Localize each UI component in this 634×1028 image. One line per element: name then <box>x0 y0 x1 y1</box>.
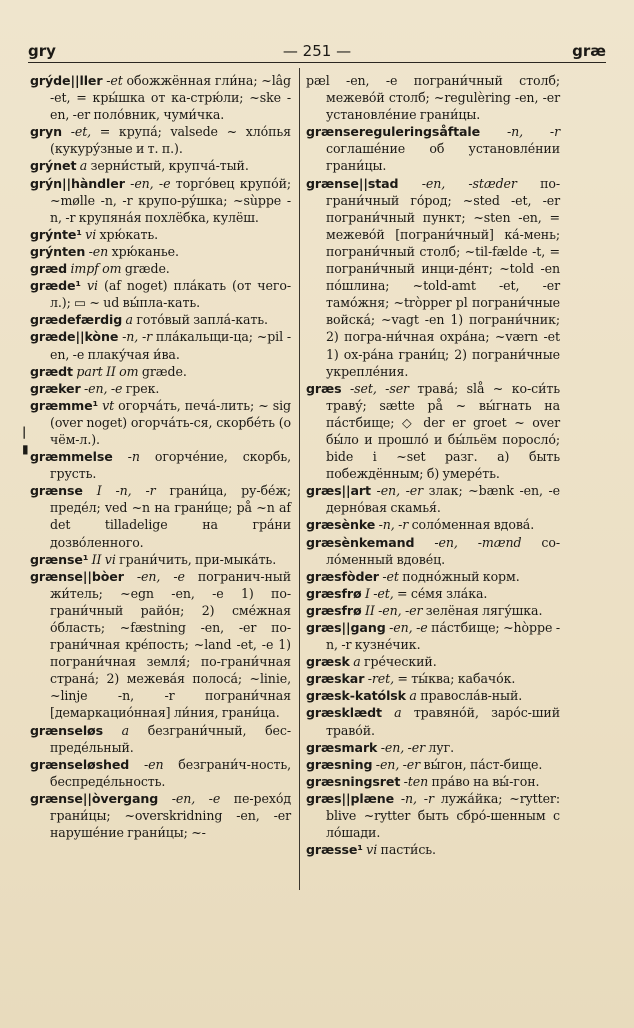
column-separator <box>299 68 300 890</box>
entry-grammar: a <box>76 158 91 174</box>
entry-headword: grýde||ller <box>30 73 103 88</box>
dictionary-entry <box>30 722 291 756</box>
header-right-guideword: græ <box>572 42 606 60</box>
dictionary-entry <box>306 72 560 123</box>
dictionary-entry <box>30 311 291 328</box>
dictionary-entry <box>30 482 291 550</box>
entry-grammar: a <box>381 705 414 721</box>
dictionary-entry <box>30 363 291 380</box>
dictionary-entry <box>306 568 560 585</box>
entry-translation: пе-рехо́д грани́цы; ~overskridning -en, -er наруше́ние грани́цы; ~- <box>50 790 291 841</box>
dictionary-entry <box>306 123 560 174</box>
entry-translation: грани́чить, при-мыка́ть. <box>119 551 277 567</box>
entry-translation: огорча́ть, печа́-лить; ~ sig (over noget) огорча́ть-ся, скорбе́ть (о чём-л.). <box>50 397 291 447</box>
entry-translation: гре́ческий. <box>364 654 437 670</box>
dictionary-entry <box>306 670 560 687</box>
entry-translation: злак; ~bænk -en, -e дерно́вая скамья́. <box>326 483 560 516</box>
entry-headword: grýnte¹ <box>30 226 82 242</box>
entry-grammar: -set, -ser <box>341 380 418 396</box>
dictionary-entry <box>30 448 291 482</box>
dictionary-entry <box>30 568 291 722</box>
entry-translation: вы́гон, па́ст-бище. <box>423 756 543 772</box>
entry-headword: gryn <box>30 124 63 140</box>
entry-grammar: a <box>405 688 421 704</box>
page-header <box>28 40 606 64</box>
entry-translation: луг. <box>428 739 455 755</box>
dictionary-entry <box>30 175 291 226</box>
margin-mark: ▮ <box>22 442 29 456</box>
dictionary-entry <box>306 841 560 858</box>
entry-grammar: vi <box>362 842 381 858</box>
dictionary-entry <box>306 653 560 670</box>
entry-translation: безграни́чный, бес-преде́льный. <box>50 722 292 755</box>
entry-headword: grænsereguleringsåftale <box>306 124 481 140</box>
entry-translation: по-грани́чный го́род; ~sted -et, -er пограни́чный пункт; ~sten -en, = межево́й [пограни́чный] ка́-мень; пограни́чный столб; ~til-fælde -t, = пограни́чный инци-де́нт; ~told -en по́шлина; ~told-amt -et, -er тамо́жня; ~tròpper pl пограни́чные войска́; ~vagt -en 1) пограни́чник; 2) погра-ни́чная охра́на; ~værn -et 1) ох-ра́на грани́ц; 2) пограни́чные укрепле́ния. <box>326 175 560 379</box>
entry-translation: пасти́сь. <box>380 842 436 858</box>
entry-headword: græsènke <box>306 517 376 533</box>
header-rule <box>28 62 606 63</box>
entry-translation: пла́кальщи-ца; ~pil -en, -e плаку́чая и́ва. <box>50 329 291 362</box>
entry-headword: græsklædt <box>306 705 382 721</box>
entry-headword: grædt <box>30 363 73 379</box>
entry-headword: græsfrø <box>306 585 362 601</box>
entry-translation: се́мя зла́ка. <box>410 585 488 601</box>
entry-translation: правосла́в-ный. <box>420 688 523 704</box>
entry-translation: ты́ква; кабачо́к. <box>411 671 516 687</box>
dictionary-entry <box>306 602 560 619</box>
margin-mark: | <box>22 425 27 439</box>
dictionary-entry <box>30 277 291 311</box>
dictionary-entry <box>306 380 560 483</box>
entry-headword: græmmelse <box>30 449 113 465</box>
entry-grammar: impf om <box>67 261 125 277</box>
entry-translation: = крупа́; valsede ~ хло́пья (кукуру́зные и т. п.). <box>50 124 291 157</box>
entry-headword: græsk-katólsk <box>306 688 406 704</box>
dictionary-entry <box>30 380 291 397</box>
dictionary-entry <box>306 790 560 841</box>
entry-grammar: -n, -r <box>394 790 441 806</box>
entry-grammar: -en, -e <box>124 175 176 191</box>
dictionary-entry <box>306 773 560 790</box>
dictionary-entry <box>30 123 291 157</box>
dictionary-entry <box>30 260 291 277</box>
entry-grammar: a <box>103 722 148 738</box>
dictionary-entry <box>306 687 560 704</box>
entry-translation: соло́менная вдова́. <box>411 517 535 533</box>
dictionary-entry <box>30 551 291 568</box>
entry-headword: grædefærdig <box>30 312 123 328</box>
entry-grammar: -en <box>85 243 112 259</box>
entry-headword: græde||kòne <box>30 329 119 345</box>
entry-grammar: -et <box>378 568 403 584</box>
entry-headword: græsse¹ <box>306 842 363 858</box>
entry-grammar: -n, -r <box>118 329 156 345</box>
entry-translation: лужа́йка; ~rytter: blive ~rytter быть сбро́-шенным с ло́шади. <box>326 790 560 841</box>
entry-translation: травяно́й, заро́с-ший траво́й. <box>326 705 561 738</box>
entry-translation: со-ло́менный вдове́ц. <box>326 534 560 567</box>
entry-translation: гото́вый запла́-кать. <box>136 312 268 328</box>
entry-headword: græd <box>30 261 68 277</box>
entry-headword: grænseløs <box>30 722 103 738</box>
entry-translation: па́стбище; ~hòppe -n, -r кузне́чик. <box>326 620 560 653</box>
entry-translation: подно́жный корм. <box>402 568 520 584</box>
dictionary-entry <box>306 619 560 653</box>
dictionary-entry <box>306 756 560 773</box>
entry-headword: græsk <box>306 654 350 670</box>
left-column <box>30 72 291 841</box>
entry-headword: græs||art <box>306 483 371 499</box>
dictionary-entry <box>30 226 291 243</box>
entry-grammar: -en, -e <box>123 568 198 584</box>
entry-grammar: I -n, -r <box>82 483 170 499</box>
entry-grammar: -n, -r <box>375 517 412 533</box>
entry-translation: обожжённая гли́на; ~lâg -et, = кры́шка от ка-стрю́ли; ~ske -en, -er поло́вник, чуми́чка. <box>50 73 291 123</box>
entry-headword: græs||gang <box>306 620 386 635</box>
entry-translation: огорче́ние, скорбь, грусть. <box>50 449 291 482</box>
entry-grammar: -et, <box>62 124 100 140</box>
entry-grammar: -n, -r <box>480 124 560 140</box>
entry-translation: хрю́канье. <box>111 243 179 259</box>
entry-translation: græde. <box>141 363 187 379</box>
entry-grammar: -n <box>112 449 155 465</box>
entry-headword: græsning <box>306 756 373 772</box>
entry-headword: græsfrø <box>306 602 362 618</box>
entry-headword: grænseløshed <box>30 756 130 772</box>
dictionary-entry <box>306 585 560 602</box>
dictionary-entry <box>306 482 560 516</box>
entry-grammar: -en, -e <box>80 380 126 396</box>
entry-grammar: -en, -er <box>377 739 429 755</box>
dictionary-entry <box>30 397 291 448</box>
dictionary-entry <box>306 704 560 738</box>
entry-headword: græs||plæne <box>306 790 395 806</box>
entry-headword: græs <box>306 380 342 396</box>
entry-grammar: -en, -er <box>372 756 424 772</box>
dictionary-entry <box>30 72 291 123</box>
page-number: — 251 — <box>282 42 352 60</box>
entry-grammar: vi <box>80 278 105 294</box>
entry-translation: соглаше́ние об установле́нии грани́цы. <box>326 141 560 174</box>
entry-headword: grænse||bòer <box>30 568 124 584</box>
entry-translation: безграни́ч-ность, беспреде́льность. <box>50 756 291 789</box>
entry-headword: grýn||hàndler <box>30 175 125 191</box>
entry-translation: пра́во на вы́-гон. <box>431 773 540 789</box>
entry-headword: græde¹ <box>30 278 81 294</box>
entry-translation: погранич-ный жи́тель; ~egn -en, -e 1) по-грани́чный райо́н; 2) сме́жная о́бласть; ~fæstning -en, -er по-грани́чная кре́пость; ~land -et, -e 1) пограни́чная земля́; по-грани́чная страна́; 2) межева́я полоса́; ~linie, ~linje -n, -r пограни́чная [демаркацио́нная] ли́ния, грани́ца. <box>50 568 291 721</box>
entry-grammar: -en, -e <box>385 620 432 635</box>
entry-grammar: part II om <box>72 363 142 379</box>
entry-translation: зелёная лягу́шка. <box>425 602 543 618</box>
entry-headword: græsmark <box>306 739 378 755</box>
entry-grammar: vi <box>81 226 100 242</box>
entry-grammar: -en <box>129 756 179 772</box>
header-left-guideword: gry <box>28 42 56 60</box>
entry-translation: pæl -en, -e пограни́чный столб; межево́й столб; ~regulèring -en, -er установле́ние грани́цы. <box>306 73 560 123</box>
entry-headword: græsfòder <box>306 568 379 584</box>
entry-headword: grænse||òvergang <box>30 790 159 806</box>
entry-grammar: -ten <box>400 773 432 789</box>
entry-grammar: vt <box>98 397 119 413</box>
entry-headword: grænse||stad <box>306 175 399 191</box>
entry-translation: грек. <box>125 380 160 396</box>
entry-grammar: a <box>349 654 365 670</box>
entry-translation: трава́; slå ~ ко-си́ть траву́; sætte på ~ вы́гнать на па́стбище; ◇ der er groet ~ over бы́ло и прошло́ и бы́льём поросло́; bide i ~set разг. а) быть побеждённым; б) умере́ть. <box>326 380 560 482</box>
dictionary-entry <box>306 516 560 533</box>
right-column <box>306 72 560 858</box>
entry-headword: græmme¹ <box>30 397 99 413</box>
entry-grammar: -en, -er <box>370 483 429 499</box>
dictionary-entry <box>30 756 291 790</box>
dictionary-entry <box>306 534 560 568</box>
dictionary-entry <box>306 175 560 380</box>
entry-headword: græker <box>30 380 81 396</box>
entry-grammar: -en, -stæder <box>398 175 541 191</box>
entry-translation: (af noget) пла́кать (от чего-л.); ▭ ~ ud вы́пла-кать. <box>50 278 291 311</box>
entry-grammar: -en, -e <box>158 790 234 806</box>
entry-headword: grýnten <box>30 243 86 259</box>
entry-grammar: -ret, = <box>364 671 412 687</box>
entry-grammar: a <box>122 312 137 328</box>
entry-headword: græsningsret <box>306 773 401 789</box>
dictionary-entry <box>30 243 291 260</box>
entry-translation: грани́ца, ру-бе́ж; преде́л; ved ~n на грани́це; på ~n af det tilladelige на гра́ни дозво́ленного. <box>50 483 291 550</box>
entry-grammar: II vi <box>88 551 120 567</box>
entry-headword: græsènkemand <box>306 534 415 550</box>
dictionary-entry <box>30 328 291 362</box>
entry-grammar: -en, -mænd <box>414 534 542 550</box>
entry-translation: зерни́стый, крупча́-тый. <box>90 158 249 174</box>
entry-headword: græskar <box>306 671 365 687</box>
entry-headword: grýnet <box>30 158 77 174</box>
entry-grammar: I -et, = <box>361 585 411 601</box>
entry-grammar: -et <box>102 73 127 88</box>
entry-translation: græde. <box>124 261 170 277</box>
entry-headword: grænse¹ <box>30 551 89 567</box>
entry-translation: хрю́кать. <box>99 226 159 242</box>
dictionary-entry <box>30 790 291 841</box>
dictionary-entry <box>30 157 291 174</box>
entry-translation: торго́вец крупо́й; ~mølle -n, -r крупо-ру́шка; ~sùppe -n, -r крупяна́я похлёбка, кулёш. <box>50 175 292 225</box>
entry-headword: grænse <box>30 483 83 499</box>
dictionary-entry <box>306 739 560 756</box>
entry-grammar: II -en, -er <box>361 602 426 618</box>
